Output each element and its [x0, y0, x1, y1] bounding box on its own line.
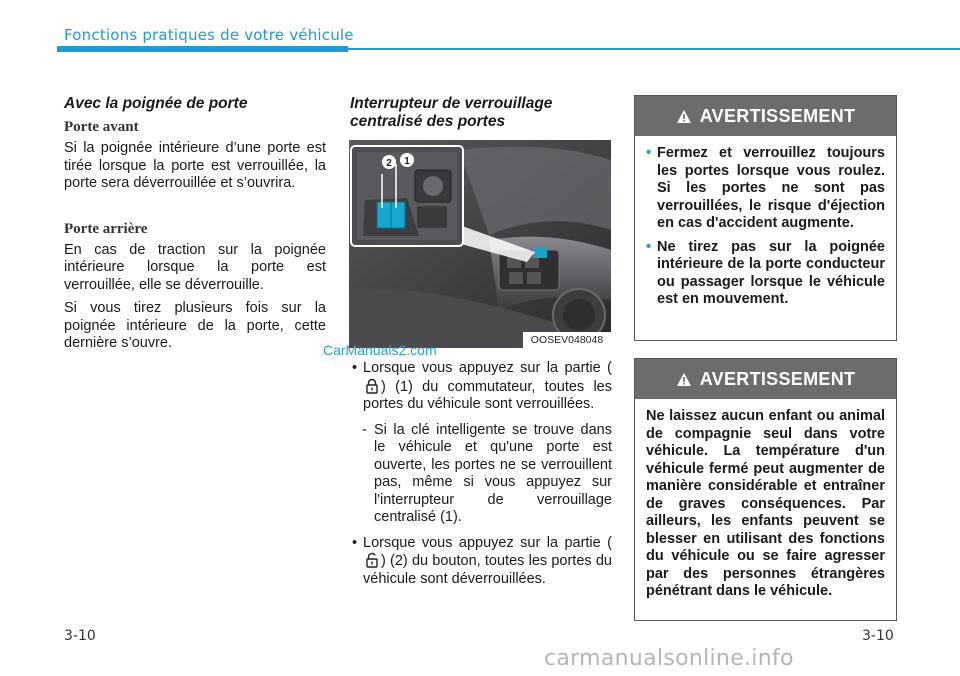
unlock-instruction-text-b: ) (2) du bouton, toutes les portes du véhicule sont déverrouillées.	[363, 553, 612, 587]
smart-key-note	[350, 422, 612, 527]
central-lock-heading: Interrupteur de verrouillage centralisé des portes	[350, 95, 553, 130]
warning-header	[635, 359, 896, 399]
unlock-instruction	[350, 535, 612, 589]
smart-key-note-text: Si la clé intelligente se trouve dans le véhicule et qu'une porte est ouverte, les portes ne se verrouillent pas, même si vous appuyez sur l'interrupteur de verrouillage centralisé (1).	[374, 421, 612, 525]
sub-dash: -	[362, 421, 367, 438]
warning-box-children	[634, 358, 897, 621]
central-lock-heading-block	[350, 95, 612, 137]
photo-caption: OOSEV048048	[523, 332, 611, 348]
warning-title: AVERTISSEMENT	[699, 368, 856, 389]
section-title-bar	[57, 46, 348, 52]
warning-title: AVERTISSEMENT	[699, 105, 856, 126]
warning-item: • Ne tirez pas sur la poignée intérieure de la porte conducteur ou passager lorsque le véhicule est en mouvement.	[646, 239, 885, 309]
section-title: Fonctions pratiques de votre véhicule	[64, 26, 354, 44]
header-rule	[348, 48, 960, 50]
rear-door-text-1: En cas de traction sur la poignée intérieure lorsque la porte est verrouillée, elle se déverrouille.	[64, 241, 326, 293]
central-lock-instructions	[350, 360, 612, 596]
rear-door-heading: Porte arrière	[64, 220, 148, 237]
left-column	[64, 95, 326, 359]
unlock-instruction-text-a: Lorsque vous appuyez sur la partie (	[363, 534, 612, 551]
warning-header	[635, 96, 896, 136]
lock-instruction	[350, 360, 612, 414]
footer-watermark: carmanualsonline.info	[544, 646, 794, 671]
front-door-text: Si la poignée intérieure d’une porte est tirée lorsque la porte est verrouillée, la porte sera déverrouillée et s’ouvrira.	[64, 140, 326, 191]
unlock-icon	[364, 552, 380, 568]
rear-door-text-2: Si vous tirez plusieurs fois sur la poignée intérieure de la porte, cette dernière s’ouvre.	[64, 300, 326, 351]
lock-icon	[364, 378, 380, 394]
door-panel-illustration	[349, 140, 611, 348]
lock-instruction-text-a: Lorsque vous appuyez sur la partie (	[363, 360, 612, 376]
callout-1: 1	[404, 156, 410, 167]
door-handle-heading: Avec la poignée de porte	[64, 95, 248, 112]
warning-triangle-icon	[676, 372, 692, 387]
warning-item: • Fermez et verrouillez toujours les portes lorsque vous roulez. Si les portes ne sont pas verrouillées, le risque d'éjection en cas d'accident augmente.	[646, 145, 885, 233]
warning-body: Ne laissez aucun enfant ou animal de compagnie seul dans votre véhicule. La température d'un véhicule fermé peut augmenter de manière considérable et entraîner de graves conséquences. Par ailleurs, les enfants peuvent se blesser en utilisant des fonctions du véhicule ou se faire agresser par des personnes étrangères pénétrant dans le véhicule.	[646, 408, 885, 599]
watermark: CarManuals2.com	[323, 342, 437, 358]
callout-2: 2	[386, 158, 392, 169]
warning-body	[635, 136, 896, 325]
lock-instruction-text-b: ) (1) du commutateur, toutes les portes du véhicule sont verrouillées.	[363, 378, 612, 412]
warning-box-doors	[634, 95, 897, 341]
page-number-right: 3-10	[862, 628, 894, 644]
door-switch-photo	[349, 140, 611, 348]
page-number-left: 3-10	[64, 628, 96, 644]
warning-triangle-icon	[676, 109, 692, 124]
front-door-heading: Porte avant	[64, 119, 139, 135]
